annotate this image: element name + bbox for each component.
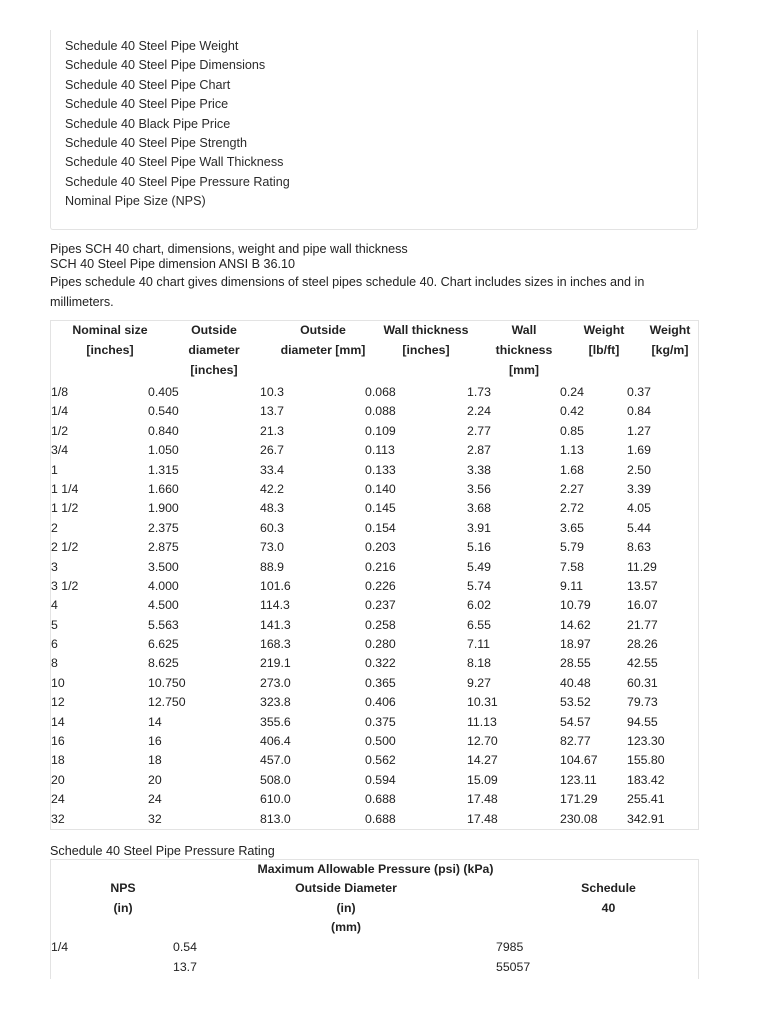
table-cell: 155.80 (627, 753, 665, 768)
header-schedule: Schedule (581, 881, 636, 895)
header-od-mm: (mm) (330, 920, 362, 934)
table-cell: 4 (51, 598, 58, 613)
table-cell: 8.18 (467, 656, 491, 671)
table-cell: 16 (51, 734, 65, 749)
table-cell: 16.07 (627, 598, 658, 613)
table-row (51, 751, 698, 770)
table-cell: 42.55 (627, 656, 658, 671)
table-cell: 10.750 (148, 675, 186, 690)
table-cell: 18 (51, 753, 65, 768)
table-cell: 5.79 (560, 540, 584, 555)
table-cell: 0.133 (365, 462, 396, 477)
header-outside-diameter: Outside Diameter (295, 881, 397, 895)
table-cell: 1.900 (148, 501, 179, 516)
table-cell: 14.27 (467, 753, 498, 768)
pressure-header-top: Maximum Allowable Pressure (psi) (kPa) (257, 862, 494, 876)
column-header (575, 321, 633, 361)
table-cell: 0.540 (148, 404, 179, 419)
table-cell: 12.750 (148, 695, 186, 710)
table-cell: 10.3 (260, 385, 284, 399)
table-cell: 342.91 (627, 811, 665, 826)
column-header (273, 321, 373, 361)
table-cell: 0.500 (365, 734, 396, 749)
intro-title: Pipes SCH 40 chart, dimensions, weight and pipe wall thickness (50, 242, 408, 256)
table-cell: 123.30 (627, 734, 665, 749)
table-cell: 5.49 (467, 559, 491, 574)
table-cell: 0.203 (365, 540, 396, 555)
table-cell: 0.406 (365, 695, 396, 710)
table-header (51, 321, 698, 383)
table-cell: 18 (148, 753, 162, 768)
table-cell: 813.0 (260, 811, 291, 826)
table-cell: 2.77 (467, 423, 491, 438)
table-cell: 168.3 (260, 637, 291, 652)
table-cell: 3.56 (467, 481, 491, 496)
column-header-line: Outside (191, 323, 237, 337)
table-cell: 0.154 (365, 520, 396, 535)
table-cell: 73.0 (260, 540, 284, 555)
table-cell: 0.258 (365, 617, 396, 632)
table-cell: 10.31 (467, 695, 498, 710)
toc-link[interactable]: Schedule 40 Steel Pipe Strength (65, 135, 248, 150)
table-cell: 101.6 (260, 578, 291, 593)
table-cell: 8 (51, 656, 58, 671)
table-row (51, 519, 698, 538)
column-header-line: Wall (511, 323, 537, 337)
table-cell: 28.26 (627, 637, 658, 652)
table-cell: 1.050 (148, 443, 179, 458)
column-header (491, 321, 557, 380)
table-cell: 12.70 (467, 734, 498, 749)
table-cell: 28.55 (560, 656, 591, 671)
table-cell: 3.38 (467, 462, 491, 477)
table-cell: 508.0 (260, 772, 291, 787)
table-row (51, 480, 698, 499)
column-header-line: [inches] (190, 362, 238, 377)
table-cell: 0.375 (365, 714, 396, 729)
toc-link[interactable]: Schedule 40 Steel Pipe Dimensions (65, 58, 266, 73)
table-cell: 0.84 (627, 404, 651, 419)
table-cell: 33.4 (260, 462, 284, 477)
table-cell: 0.24 (560, 385, 584, 399)
toc-link[interactable]: Schedule 40 Steel Pipe Chart (65, 77, 231, 92)
table-row (51, 558, 698, 577)
table-row (51, 732, 698, 751)
column-header (376, 321, 476, 361)
table-cell: 42.2 (260, 481, 284, 496)
table-cell: 4.000 (148, 578, 179, 593)
table-cell: 11.13 (467, 714, 497, 729)
table-cell: 3.500 (148, 559, 179, 574)
pressure-section-title: Schedule 40 Steel Pipe Pressure Rating (50, 844, 275, 858)
table-cell: 0.365 (365, 675, 396, 690)
toc-link[interactable]: Schedule 40 Steel Pipe Pressure Rating (65, 174, 290, 189)
column-header-line: Weight (583, 323, 625, 337)
column-header-line: diameter (188, 342, 240, 357)
table-cell: 3 (51, 559, 58, 574)
table-cell: 0.145 (365, 501, 396, 516)
table-cell: 3/4 (51, 443, 69, 458)
table-cell: 1.660 (148, 481, 179, 496)
table-cell: 2.24 (467, 404, 491, 419)
column-header-line: Nominal size (72, 323, 148, 337)
intro-subtitle: SCH 40 Steel Pipe dimension ANSI B 36.10 (50, 257, 296, 271)
table-row (51, 810, 698, 829)
table-cell: 5.563 (148, 617, 179, 632)
table-cell: 10 (51, 675, 65, 690)
header-schedule-value: 40 (601, 901, 616, 915)
table-cell: 9.11 (560, 578, 584, 593)
table-cell: 2.72 (560, 501, 584, 516)
table-cell: 1/4 (51, 404, 69, 419)
table-cell: 0.088 (365, 404, 396, 419)
pressure-cell: 0.54 (173, 940, 197, 954)
table-cell: 0.688 (365, 811, 396, 826)
table-cell: 0.688 (365, 792, 396, 807)
table-cell: 60.3 (260, 520, 284, 535)
table-cell: 610.0 (260, 792, 291, 807)
table-cell: 1.73 (467, 385, 491, 399)
table-cell: 0.140 (365, 481, 396, 496)
column-header-line: [inches] (86, 342, 134, 357)
table-cell: 14 (148, 714, 162, 729)
table-cell: 0.840 (148, 423, 179, 438)
table-cell: 273.0 (260, 675, 291, 690)
table-cell: 1/2 (51, 423, 69, 438)
table-cell: 48.3 (260, 501, 284, 516)
table-cell: 2.27 (560, 481, 584, 496)
table-cell: 5 (51, 617, 58, 632)
column-header-line: [kg/m] (651, 342, 689, 357)
table-cell: 2 1/2 (51, 540, 79, 555)
table-cell: 0.068 (365, 385, 396, 399)
table-cell: 7.58 (560, 559, 584, 574)
table-row (51, 441, 698, 460)
table-cell: 8.625 (148, 656, 179, 671)
table-cell: 1 1/2 (51, 501, 79, 516)
column-header (51, 321, 169, 361)
table-cell: 6.55 (467, 617, 491, 632)
table-row (51, 538, 698, 557)
table-cell: 17.48 (467, 792, 498, 807)
table-cell: 53.52 (560, 695, 591, 710)
table-row (51, 596, 698, 615)
table-cell: 88.9 (260, 559, 284, 574)
table-cell: 18.97 (560, 637, 591, 652)
pressure-cell: 7985 (496, 940, 524, 954)
table-body (51, 383, 698, 829)
table-row (51, 790, 698, 809)
table-cell: 32 (51, 811, 65, 826)
table-cell: 11.29 (627, 559, 657, 574)
table-cell: 1.13 (560, 443, 584, 458)
table-cell: 1.69 (627, 443, 651, 458)
table-cell: 2 (51, 520, 58, 535)
table-cell: 3.39 (627, 481, 651, 496)
table-row (51, 577, 698, 596)
table-cell: 457.0 (260, 753, 291, 768)
toc-link[interactable]: Schedule 40 Black Pipe Price (65, 116, 231, 131)
table-cell: 0.85 (560, 423, 584, 438)
table-cell: 171.29 (560, 792, 598, 807)
column-header (178, 321, 250, 380)
table-cell: 26.7 (260, 443, 284, 458)
table-cell: 1.27 (627, 423, 651, 438)
column-header-line: thickness (495, 342, 553, 357)
table-cell: 4.500 (148, 598, 179, 613)
table-cell: 355.6 (260, 714, 291, 729)
table-cell: 406.4 (260, 734, 291, 749)
table-cell: 6.625 (148, 637, 179, 652)
column-header-line: [mm] (508, 362, 540, 377)
header-nps-unit: (in) (113, 901, 133, 915)
pressure-cell: 13.7 (173, 960, 197, 974)
table-cell: 13.57 (627, 578, 658, 593)
table-cell: 8.63 (627, 540, 651, 555)
header-od-in: (in) (336, 901, 356, 915)
pressure-cell: 1/4 (51, 940, 69, 954)
table-cell: 1 1/4 (51, 481, 79, 496)
table-cell: 3.65 (560, 520, 584, 535)
table-cell: 94.55 (627, 714, 658, 729)
table-cell: 0.226 (365, 578, 396, 593)
toc-link[interactable]: Schedule 40 Steel Pipe Wall Thickness (65, 155, 284, 170)
table-cell: 21.3 (260, 423, 284, 438)
table-row (51, 771, 698, 790)
table-cell: 3 1/2 (51, 578, 79, 593)
table-cell: 0.109 (365, 423, 396, 438)
column-header-line: Weight (649, 323, 691, 337)
toc-link[interactable]: Schedule 40 Steel Pipe Price (65, 97, 229, 112)
table-cell: 20 (51, 772, 65, 787)
column-header-line: Outside (300, 323, 346, 337)
table-cell: 1/8 (51, 385, 69, 399)
table-cell: 114.3 (260, 598, 290, 613)
toc-link[interactable]: Schedule 40 Steel Pipe Weight (65, 39, 239, 53)
table-cell: 219.1 (260, 656, 291, 671)
table-cell: 0.237 (365, 598, 396, 613)
column-header-line: [lb/ft] (588, 342, 620, 357)
table-cell: 6 (51, 637, 58, 652)
table-cell: 2.875 (148, 540, 179, 555)
table-cell: 2.375 (148, 520, 179, 535)
header-nps: NPS (110, 881, 136, 895)
table-row (51, 422, 698, 441)
table-cell: 9.27 (467, 675, 491, 690)
table-cell: 0.562 (365, 753, 396, 768)
column-header-line: diameter [mm] (280, 342, 366, 357)
table-cell: 5.16 (467, 540, 491, 555)
table-cell: 6.02 (467, 598, 491, 613)
table-cell: 14 (51, 714, 65, 729)
table-cell: 20 (148, 772, 162, 787)
intro-body: Pipes schedule 40 chart gives dimensions of steel pipes schedule 40. Chart includes sizes in inches and in millimeters. (50, 275, 645, 309)
table-cell: 1 (51, 462, 58, 477)
table-cell: 24 (148, 792, 162, 807)
table-cell: 255.41 (627, 792, 665, 807)
column-header (641, 321, 699, 361)
table-row (51, 616, 698, 635)
table-row (51, 693, 698, 712)
table-cell: 0.405 (148, 385, 179, 399)
table-cell: 5.44 (627, 520, 651, 535)
table-cell: 24 (51, 792, 65, 807)
table-cell: 123.11 (560, 772, 597, 787)
table-cell: 0.280 (365, 637, 396, 652)
table-cell: 4.05 (627, 501, 651, 516)
table-cell: 16 (148, 734, 162, 749)
table-cell: 10.79 (560, 598, 591, 613)
table-cell: 21.77 (627, 617, 658, 632)
table-cell: 104.67 (560, 753, 598, 768)
table-cell: 0.594 (365, 772, 396, 787)
table-row (51, 499, 698, 518)
table-cell: 79.73 (627, 695, 658, 710)
table-cell: 32 (148, 811, 162, 826)
table-cell: 323.8 (260, 695, 291, 710)
pressure-cell: 55057 (496, 960, 531, 974)
table-cell: 141.3 (260, 617, 291, 632)
table-cell: 0.322 (365, 656, 396, 671)
table-cell: 82.77 (560, 734, 591, 749)
pipe-dimensions-table (50, 320, 699, 830)
toc-link[interactable]: Nominal Pipe Size (NPS) (65, 194, 206, 209)
table-cell: 0.37 (627, 385, 651, 399)
table-cell: 230.08 (560, 811, 598, 826)
table-cell: 54.57 (560, 714, 591, 729)
table-cell: 3.91 (467, 520, 491, 535)
table-cell: 0.113 (365, 443, 395, 458)
table-cell: 60.31 (627, 675, 658, 690)
table-cell: 2.50 (627, 462, 651, 477)
table-cell: 15.09 (467, 772, 498, 787)
table-row (51, 402, 698, 421)
table-row (51, 674, 698, 693)
table-cell: 17.48 (467, 811, 498, 826)
toc-list (65, 37, 290, 212)
pressure-rating-table (50, 859, 699, 979)
column-header-line: [inches] (402, 342, 450, 357)
column-header-line: Wall thickness (383, 323, 469, 337)
table-cell: 2.87 (467, 443, 491, 458)
table-cell: 1.315 (148, 462, 179, 477)
table-cell: 13.7 (260, 404, 284, 419)
table-row (51, 635, 698, 654)
table-cell: 5.74 (467, 578, 491, 593)
table-cell: 0.42 (560, 404, 584, 419)
table-row (51, 461, 698, 480)
table-cell: 7.11 (467, 637, 491, 652)
table-row (51, 713, 698, 732)
table-cell: 40.48 (560, 675, 591, 690)
table-cell: 183.42 (627, 772, 665, 787)
table-cell: 14.62 (560, 617, 591, 632)
table-cell: 3.68 (467, 501, 491, 516)
table-row (51, 654, 698, 673)
table-row (51, 383, 698, 402)
table-cell: 1.68 (560, 462, 584, 477)
table-cell: 0.216 (365, 559, 396, 574)
table-cell: 12 (51, 695, 65, 710)
table-of-contents (50, 30, 698, 230)
